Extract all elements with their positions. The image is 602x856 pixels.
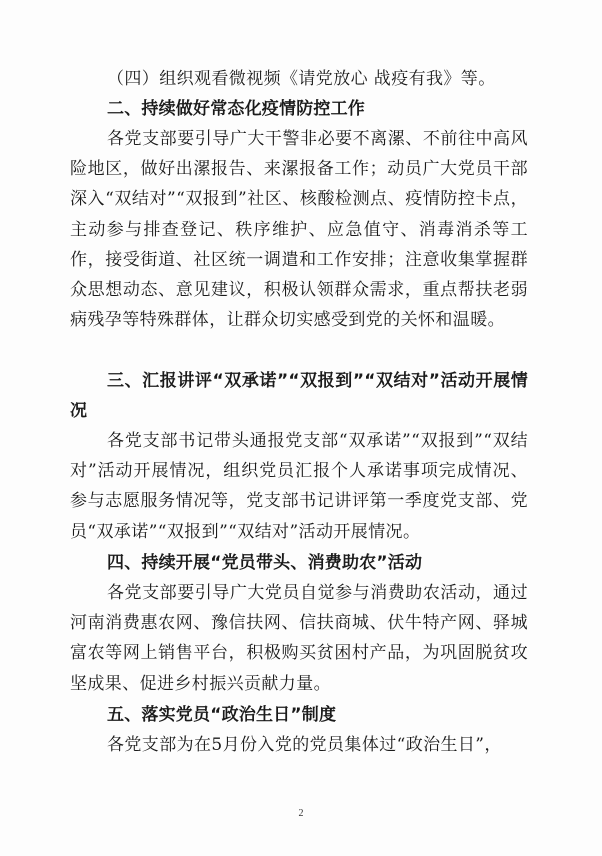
section-four-body: 各党支部要引导广大党员自觉参与消费助农活动，通过河南消费惠农网、豫信扶网、信扶商城、伏牛特产网、驿城富农等网上销售平台，积极购买贫困村产品，为巩固脱贫攻坚成果、促进乡村振兴贡献力量。 [70,583,528,694]
section-three-body: 各党支部书记带头通报党支部“双承诺”“双报到”“双结对”活动开展情况，组织党员汇报个人承诺事项完成情况、参与志愿服务情况等，党支部书记讲评第一季度党支部、党员“双承诺”“双报到”“双结对”活动开展情况。 [70,431,528,542]
section-four-heading: 四、持续开展“党员带头、消费助农”活动 [107,553,423,573]
section-two-body: 各党支部要引导广大干警非必要不离漯、不前往中高风险地区，做好出漯报告、来漯报备工作；动员广大党员干部深入“双结对”“双报到”社区、核酸检测点、疫情防控卡点，主动参与排查登记、秩序维护、应急值守、消毒消杀等工作，接受街道、社区统一调遣和工作安排；注意收集掌握群众思想动态、意见建议，积极认领群众需求，重点帮扶老弱病残孕等特殊群体，让群众切实感受到党的关怀和温暖。 [70,129,528,331]
section-two-heading: 二、持续做好常态化疫情防控工作 [107,99,365,119]
section-five-heading: 五、落实党员“政治生日”制度 [107,705,337,725]
section-five-body: 各党支部为在5月份入党的党员集体过“政治生日”， [107,735,502,755]
page-number: 2 [298,808,304,819]
section-three-heading: 三、汇报讲评“双承诺”“双报到”“双结对”活动开展情况 [70,371,528,422]
item-four-text: （四）组织观看微视频《请党放心 战疫有我》等。 [107,69,496,89]
